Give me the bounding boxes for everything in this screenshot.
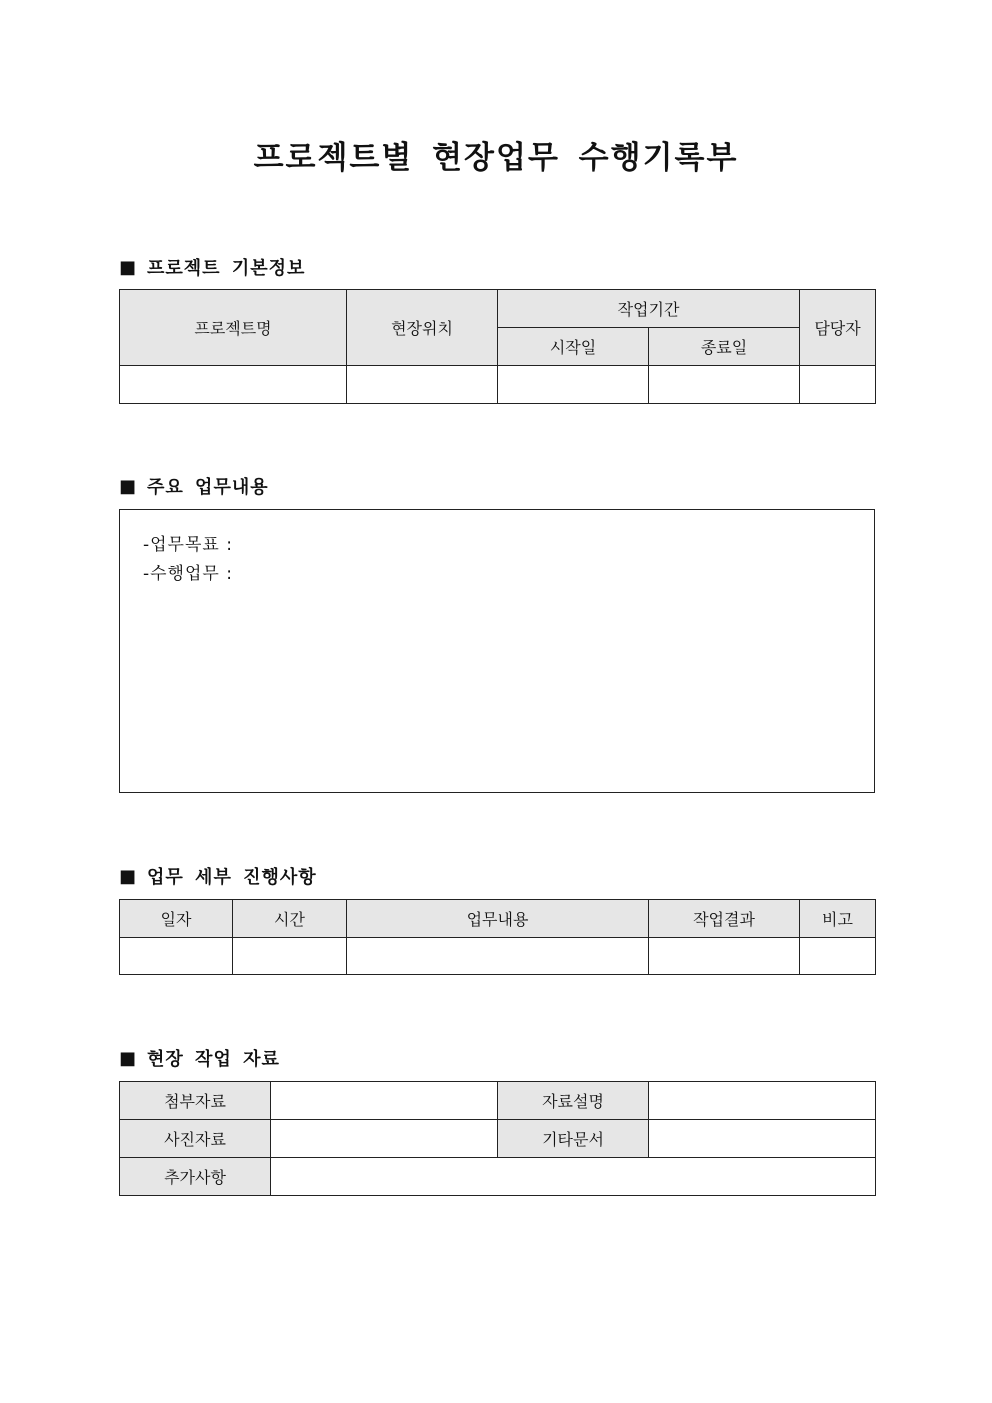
cell-additional[interactable] [271,1158,876,1196]
section-heading-progress [119,863,317,889]
label-description: 자료설명 [498,1082,649,1120]
label-attachments: 첨부자료 [120,1082,271,1120]
cell-attachments[interactable] [271,1082,498,1120]
cell-photos[interactable] [271,1120,498,1158]
section-title: 프로젝트 기본정보 [147,258,306,279]
cell-work-result[interactable] [649,938,800,975]
progress-table [119,899,876,975]
section-heading-basic-info [119,254,305,280]
section-title: 현장 작업 자료 [147,1049,280,1070]
cell-site-location[interactable] [347,366,498,404]
main-work-content-box[interactable] [119,509,875,793]
section-marker: ■ [119,475,138,497]
header-time: 시간 [233,900,347,938]
label-photos: 사진자료 [120,1120,271,1158]
header-remarks: 비고 [800,900,876,938]
work-tasks-line: -수행업무 : [143,564,233,584]
section-marker: ■ [119,1047,138,1069]
header-work-result: 작업결과 [649,900,800,938]
header-end-date: 종료일 [649,328,800,366]
cell-other-docs[interactable] [649,1120,876,1158]
section-title: 주요 업무내용 [147,477,269,498]
section-heading-main-work [119,473,269,499]
cell-end-date[interactable] [649,366,800,404]
cell-project-name[interactable] [120,366,347,404]
header-site-location: 현장위치 [347,290,498,366]
cell-work-content[interactable] [347,938,649,975]
header-work-content: 업무내용 [347,900,649,938]
section-marker: ■ [119,865,138,887]
cell-manager[interactable] [800,366,876,404]
basic-info-table [119,289,876,404]
materials-table [119,1081,876,1196]
cell-description[interactable] [649,1082,876,1120]
label-other-docs: 기타문서 [498,1120,649,1158]
section-heading-materials [119,1045,280,1071]
page-title: 프로젝트별 현장업무 수행기록부 [253,140,739,176]
section-title: 업무 세부 진행사항 [147,867,317,888]
cell-date[interactable] [120,938,233,975]
cell-time[interactable] [233,938,347,975]
header-start-date: 시작일 [498,328,649,366]
header-manager: 담당자 [800,290,876,366]
header-date: 일자 [120,900,233,938]
cell-remarks[interactable] [800,938,876,975]
header-work-period: 작업기간 [498,290,800,328]
section-marker: ■ [119,256,138,278]
header-project-name: 프로젝트명 [120,290,347,366]
label-additional: 추가사항 [120,1158,271,1196]
work-goal-line: -업무목표 : [143,535,233,555]
cell-start-date[interactable] [498,366,649,404]
